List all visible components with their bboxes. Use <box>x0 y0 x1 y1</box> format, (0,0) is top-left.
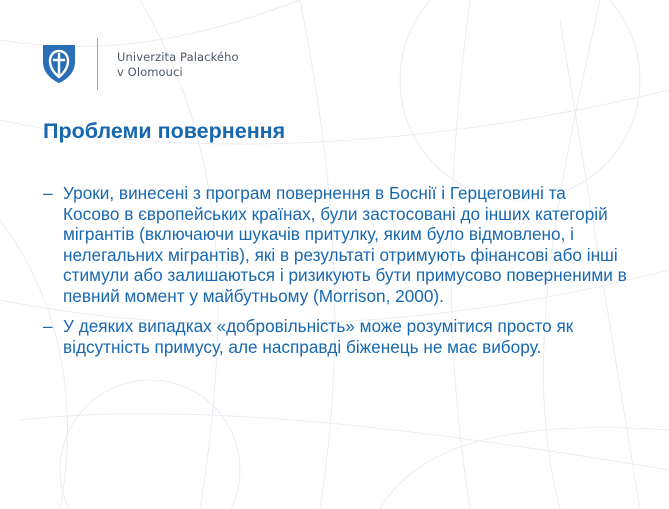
university-name <box>117 50 239 80</box>
bullet-marker: – <box>43 183 53 203</box>
bullet-item-1 <box>42 183 627 306</box>
university-name-line1: Univerzita Palackého <box>117 50 239 64</box>
upol-emblem-icon <box>42 44 76 84</box>
slide-title: Проблеми повернення <box>43 119 286 143</box>
university-name-line2: v Olomouci <box>117 65 183 79</box>
logo-divider <box>97 38 98 90</box>
bullet-marker: – <box>43 316 53 336</box>
bullet-text-1: Уроки, винесені з програм повернення в Боснії і Герцеговині та Косово в європейських країнах, були застосовані до інших категорій мігрантів (включаючи шукачів притулку, яким було відмовлено, і нелегальних мігрантів), які в результаті отримують фінансові або інші стимули або залишаються і ризикують бути примусово поверненими в певний момент у майбутньому (Morrison, 2000). <box>63 183 627 306</box>
bullet-item-2 <box>42 316 627 357</box>
bullet-text-2: У деяких випадках «добровільність» може розумітися просто як відсутність примусу, але насправді біженець не має вибору. <box>63 316 574 357</box>
bullet-list <box>42 183 627 367</box>
